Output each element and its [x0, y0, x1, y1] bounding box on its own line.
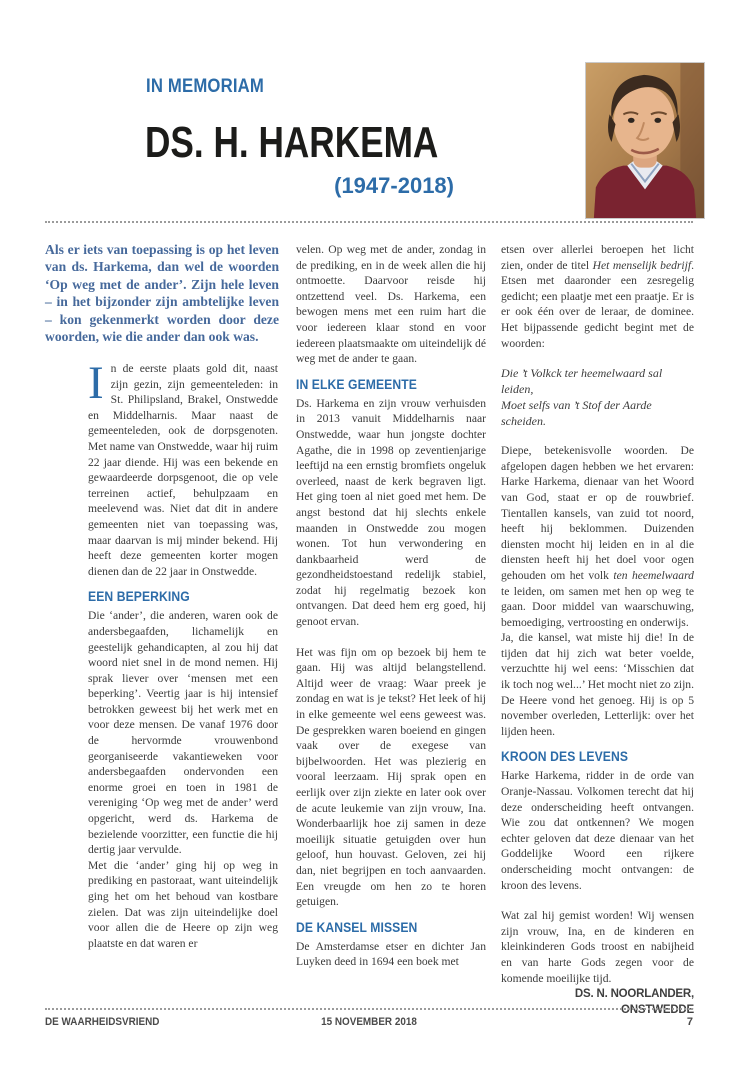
paragraph: De Amsterdamse etser en dichter Jan Luyken deed in 1694 een boek met — [296, 939, 486, 969]
paragraph: Die ‘ander’, die anderen, waren ook de andersbegaafden, lichamelijk en geestelijk gehandicapten, al zou hij dat woord niet snel in de mond nemen. Hij sprak liever over ‘mensen met een beperking’. Veertig jaar is hij intensief betrokken geweest bij het werk met en voor deze mensen. De vanaf 1976 door de hervormde vrouwenbond georganiseerde vakantieweken voor andersbegaafden ondervonden een enorme groei en toen in 1981 de vereniging ‘Op weg met de ander’ werd opgericht, werd ds. Harkema de bezielende voorzitter, een functie die hij dertig jaar vervulde. — [88, 609, 278, 857]
paragraph: Met die ‘ander’ ging hij op weg in prediking en pastoraat, want uiteindelijk ging het om het behoud van kostbare zielen. Dat was zijn uiteindelijke doel voor allen die de Heere op zijn weg plaatste en dat waren er — [88, 858, 278, 950]
poem-line-2: Moet selfs van ’t Stof der Aarde scheiden. — [501, 398, 652, 429]
body-column-2 — [296, 242, 486, 970]
section-heading-kroon-des-levens: KROON DES LEVENS — [501, 749, 629, 765]
paragraph: Harke Harkema, ridder in de orde van Oranje-Nassau. Volkomen terecht dat hij deze onderscheiding heeft ontvangen. Wie zou dat ontkennen? We mogen echter geloven dat deze dienaar van het Goddelijke Woord een rijkere onderscheiding mocht ontvangen: de kroon des levens. — [501, 769, 694, 892]
paragraph: Ja, die kansel, wat miste hij die! In de tijden dat hij zich wat beter voelde, verzuchtte hij wel eens: ‘Misschien dat ik toch nog wel...’ Het mocht niet zo zijn. De Heere vond het genoeg. Hij is op 5 november overleden, Letterlijk: over het lijden heen. — [501, 631, 694, 738]
paragraph: Het was fijn om op bezoek bij hem te gaan. Hij was altijd belangstellend. Altijd weer de vraag: Waar preek je zondag en wat is je tekst? Het leek of hij in elke gemeente wel eens geweest was. De gesprekken waren boeiend en gingen vaak over de exegese van bijbelwoorden. Het was plezierig en vooral leerzaam. Hij sprak open en eerlijk over zijn ziekte en later ook over de acute leukemie van zijn vrouw, Ina. Wonderbaarlijk hoe zij samen in deze moeilijk situatie getuigden over hun geloof, hun houvast. Geloven, zei hij dan, niet begrijpen en toch aanvaarden. Een vreugde om hen zo te horen getuigen. — [296, 645, 486, 909]
intro-paragraph: Als er iets van toepassing is op het leven van ds. Harkema, dan wel de woorden ‘Op weg met de ander’. Zijn hele leven – in het bijzonder zijn ambtelijke leven – kon gekenmerkt worden door deze woorden, wie die ander dan ook was. — [45, 242, 279, 345]
section-heading-in-elke-gemeente: IN ELKE GEMEENTE — [296, 376, 417, 392]
drop-cap: I — [88, 357, 104, 409]
italic-phrase: ten heemelwaard — [613, 568, 694, 582]
body-column-3 — [501, 242, 694, 1018]
page-title: DS. H. HARKEMA — [145, 118, 439, 167]
paragraph — [501, 242, 694, 351]
author-signature: DS. N. NOORLANDER, ONSTWEDDE — [574, 988, 694, 1016]
paragraph-text: te leiden, om samen met hen op weg te gaan. Door middel van waarschuwing, bemoediging, vertroosting en onderwijs. — [501, 584, 694, 629]
portrait-photo — [585, 62, 705, 219]
section-heading-de-kansel-missen: DE KANSEL MISSEN — [296, 919, 418, 935]
paragraph: Ds. Harkema en zijn vrouw verhuisden in 2013 vanuit Middelharnis naar Onstwedde, waar hun jongste dochter Agathe, die in 1998 op zeventienjarige leeftijd na een ernstig bromfiets ongeluk overleed, naast de kerk begraven ligt. Het ging toen al niet goed met hem. De angst bestond dat hij slechts enkele maanden in Onstwedde zou mogen wonen. Tot hun verwondering en dankbaarheid werd de gezondheidstoestand redelijk stabiel, zodat hij regelmatig bezoek kon ontvangen. Dat deed hem erg goed, hij genoot ervan. — [296, 396, 486, 629]
paragraph-text: Diepe, betekenisvolle woorden. De afgelopen dagen hebben we het ervaren: Harke Harkema, dienaar van het Woord van God, staat er op de rouwbrief. Tientallen kansels, van zuid tot noord, heeft hij beklommen. Duizenden diensten mocht hij leiden en in al die diensten heeft hij het doel voor ogen gehouden om het volk — [501, 444, 694, 582]
paragraph: Wat zal hij gemist worden! Wij wensen zijn vrouw, Ina, en de kinderen en kleinkinderen Gods troost en nabijheid en van harte Gods zegen voor de komende moeilijke tijd. — [501, 909, 694, 985]
page-footer — [45, 1016, 693, 1028]
body-column-1 — [88, 357, 278, 951]
section-kicker: IN MEMORIAM — [146, 76, 265, 97]
paragraph — [501, 443, 694, 630]
paragraph-text: etsen over allerlei beroepen het licht zien, onder de titel — [501, 243, 694, 272]
top-dotted-rule — [45, 221, 693, 223]
page-number: 7 — [686, 1016, 693, 1028]
publication-name: DE WAARHEIDSVRIEND — [45, 1016, 160, 1028]
paragraph — [88, 357, 278, 579]
footer-dotted-rule — [45, 1008, 693, 1010]
book-title-italic: Het menselijk bedrijf — [592, 258, 692, 272]
poem-line-1: Die ’t Volkck ter heemelwaard sal leiden, — [501, 366, 663, 397]
paragraph-text: n de eerste plaats gold dit, naast zijn gezin, zijn gemeenteleden: in St. Philipsland, Brakel, Onstwedde en Middelharnis. Maar naast de gemeenteleden, ook de dorpsgenoten. Met name van Onstwedde, waar hij ruim 22 jaar diende. Hij was een bekende en gewaardeerde dorpsgenoot, die op vele terreinen actief, behulpzaam en meelevend was. Niet dat dit in andere gemeenten niet van toepassing was, maar daarvan is mij minder bekend. Hij heeft deze gemeenten korter mogen dienen dan de 22 jaar in Onstwedde. — [88, 362, 278, 578]
portrait-illustration — [586, 63, 704, 218]
paragraph-text: . Etsen met daaronder een zesregelig gedicht; een plaatje met een praatje. Er is er ook één over de leraar, de dominee. Het bijpassende gedicht begint met de woorden: — [501, 258, 694, 350]
life-years-subtitle: (1947-2018) — [334, 173, 454, 198]
poem-quote — [501, 365, 694, 429]
paragraph: velen. Op weg met de ander, zondag in de prediking, en in de week allen die hij ontmoette. Daarvoor reisde hij ontzettend veel. Ds. Harkema, een bewogen mens met een ruim hart die voor iedereen klaar stond en voor iedereen plaatsmaakte om uiteindelijk dé weg met de ander te gaan. — [296, 243, 486, 366]
issue-date: 15 NOVEMBER 2018 — [321, 1016, 417, 1028]
section-heading-een-beperking: EEN BEPERKING — [88, 589, 190, 605]
